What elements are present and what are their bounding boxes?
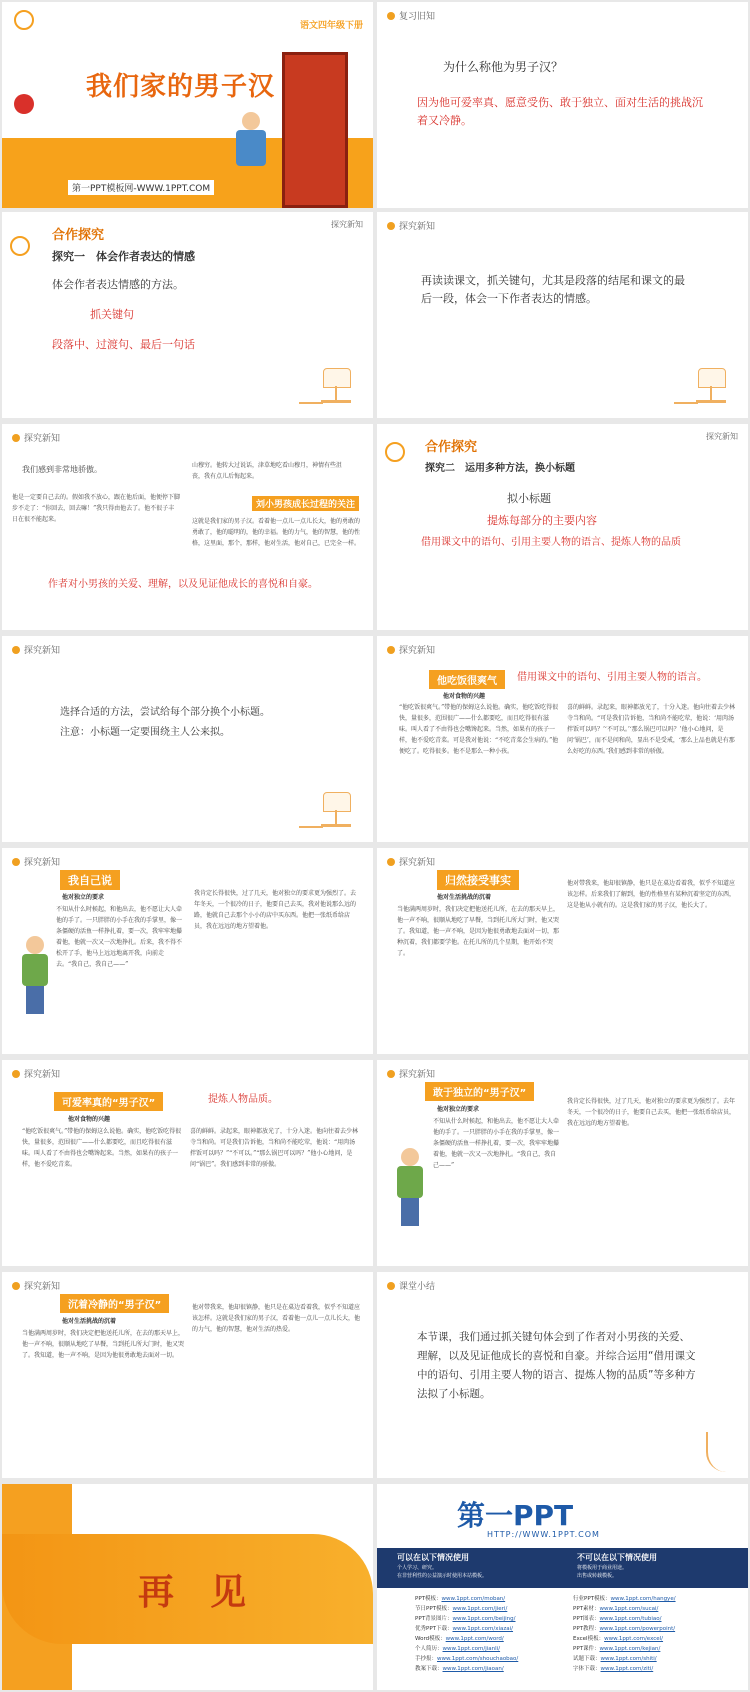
bulb-icon	[12, 1070, 20, 1078]
link-url[interactable]: www.1ppt.com/hangye/	[610, 1596, 676, 1602]
bulb-icon	[387, 858, 395, 866]
slide-summary	[377, 1272, 748, 1478]
link-url[interactable]: www.1ppt.com/shiti/	[600, 1656, 657, 1662]
slide-review	[377, 2, 748, 208]
header-label: 探究新知	[399, 858, 436, 868]
excerpt-p4: 这就是我们家的男子汉。看着他一点儿一点儿长大，他的勇敢的勇敢了，他的聪明的，他的幸福。他的力气，他的智慧，他的性格，这里面，那个，那样，他对生活，他对自己，已完全一样。	[192, 518, 360, 547]
excerpt-p2: 他是一定要自己去的。假如我不放心，跟在他后面，他便停下脚步不走了：“你回去，回去嘛！”我只得由他去了。他不很子丰日在很不能起来。	[12, 494, 181, 523]
sub-heading: 他对独立的要求	[62, 894, 105, 901]
cannot-use-1: 将模板用于商业用途。	[577, 1565, 628, 1571]
header-label: 探究新知	[399, 646, 436, 656]
bulb-icon	[387, 1282, 395, 1290]
logo-swirl-icon	[14, 10, 34, 30]
slide-myself	[2, 848, 373, 1054]
link-url[interactable]: www.1ppt.com/jieri/	[452, 1606, 508, 1612]
slide-eating	[377, 636, 748, 842]
method-two: 借用课文中的语句、引用主要人物的语言、提炼人物的品质	[421, 537, 681, 548]
header-label: 探究新知	[399, 1070, 436, 1080]
excerpt-left: “他吃饭很爽气。”带他的保姆这么说他。确实，他吃饭吃得很快，量很多，范围很广——什么都要吃，而且吃得很有滋味。叫人看了不由得也会嘴馋起来。当然，如果有的孩子一样，他不爱吃青菜。可是我对他说：“不吃青菜会生病的。”他便吃了。吃得很多。他不是那么一种小孩。	[399, 704, 559, 755]
section-title: 合作探究	[425, 440, 478, 455]
slide-title	[2, 2, 373, 208]
link-label: 节日PPT模板：	[415, 1606, 453, 1612]
link-row	[573, 1634, 743, 1644]
sub-heading: 他对食物的兴趣	[443, 693, 486, 700]
slide-header	[12, 855, 60, 868]
link-url[interactable]: www.1ppt.com/excel/	[604, 1636, 664, 1642]
method-one: 提炼每部分的主要内容	[487, 514, 597, 527]
grade-label: 语文四年级下册	[299, 21, 363, 31]
slide-header	[331, 219, 363, 230]
heading-badge: 他吃饭很爽气	[429, 670, 505, 689]
excerpt-left: 当他满两周岁时，我们决定把他送托儿所，在去的那天早上，他一声不响，很顺从地吃了早餐，当到托儿所大门时，他又哭了。我知道，他一声不响，是因为他很勇敢地去面对一切。	[22, 1330, 184, 1359]
brand-logo: 第一PPT	[457, 1499, 574, 1532]
excerpt-left: 当他满两周岁时，我们决定把他送托儿所，在去的那天早上，他一声不响，很顺从地吃了早餐，当到托儿所大门时，他又哭了。我知道，他一声不响，是因为他很勇敢地去面对一切，那种沉着，我们都要学他。在托儿所的几个星期，他开始不哭了。	[397, 906, 559, 957]
header-label: 探究新知	[399, 222, 436, 232]
children-illustration	[232, 112, 282, 192]
books-icon	[674, 394, 698, 404]
link-url[interactable]: www.1ppt.com/sucai/	[599, 1606, 659, 1612]
excerpt-p3: 山穆穷。他转大过说话，津草地吃看山穆月，神情有些沮丧，我有点儿后悔起来。	[192, 462, 343, 480]
excerpt-left: “他吃饭很爽气。”带他的保姆这么说他。确实，他吃饭吃得很快，量很多，范围很广——什么都要吃，而且吃得很有滋味。叫人看了不由得也会嘴馋起来。当然，如果有的孩子一样，他不爱吃青菜。	[22, 1128, 182, 1168]
can-use-2: 在非营利性的公益演示时使用本站模板。	[397, 1573, 488, 1579]
link-row	[415, 1624, 575, 1634]
link-label: 行业PPT模板：	[573, 1596, 611, 1602]
line-positions: 段落中、过渡句、最后一句话	[52, 338, 195, 351]
conclusion-text: 作者对小男孩的关爱、理解，以及见证他成长的喜悦和自豪。	[48, 579, 318, 590]
bulb-icon	[387, 646, 395, 654]
bulb-icon	[387, 1070, 395, 1078]
link-url[interactable]: www.1ppt.com/powerpoint/	[599, 1626, 676, 1632]
leaf-decoration-icon	[706, 1432, 738, 1472]
slide-calm	[2, 1272, 373, 1478]
bulb-icon	[12, 1282, 20, 1290]
link-label: PPT素材：	[573, 1606, 600, 1612]
callout-badge: 刘小男孩成长过程的关注	[252, 496, 359, 511]
link-row	[573, 1604, 743, 1614]
summary-text: 本节课，我们通过抓关键句体会到了作者对小男孩的关爱、理解，以及见证他成长的喜悦和自豪。并综合运用“借用课文中的语句、引用主要人物的语言、提炼人物的品质”等多种方法拟了小标题。	[417, 1331, 696, 1400]
slide-try-headings	[2, 636, 373, 842]
slide-header	[12, 1067, 60, 1080]
link-url[interactable]: www.1ppt.com/shouchaobao/	[437, 1656, 519, 1662]
bulb-icon	[387, 12, 395, 20]
bulb-icon	[387, 222, 395, 230]
boy-illustration	[18, 936, 52, 1016]
links-left-list	[415, 1594, 575, 1674]
link-row	[415, 1654, 575, 1664]
slide-lovely	[2, 1060, 373, 1266]
link-label: 字体下载：	[573, 1666, 601, 1672]
section-title: 合作探究	[52, 228, 105, 243]
link-row	[573, 1614, 743, 1624]
header-label: 探究新知	[24, 1070, 61, 1080]
link-url[interactable]: www.1ppt.com/kejian/	[599, 1646, 661, 1652]
topic-text: 探究一 体会作者表达的情感	[52, 250, 195, 263]
method-note: 提炼人物品质。	[208, 1094, 278, 1105]
slide-header	[387, 9, 435, 22]
door-illustration	[282, 52, 348, 208]
heading-badge: 可爱率真的“男子汉”	[54, 1092, 163, 1111]
link-url[interactable]: www.1ppt.com/xiazai/	[452, 1626, 514, 1632]
link-url[interactable]: www.1ppt.com/word/	[445, 1636, 504, 1642]
excerpt-right: 他对带我来，他却很镇静，他只是在桌边看着我，似乎不知道应该怎样。后来我们了解到，他的性格里有某种沉着坚定的东西，这是他从小就有的。这是我们家的男子汉，他长大了。	[567, 880, 735, 909]
slide-independent	[377, 1060, 748, 1266]
task-text: 选择合适的方法，尝试给每个部分换个小标题。	[60, 707, 270, 718]
slide-header	[12, 643, 60, 656]
sun-icon	[10, 236, 30, 256]
link-label: 教案下载：	[415, 1666, 443, 1672]
excerpt-right: 喜的鲜鲜。录起来，眼神都放光了，十分入迷。他向往着去少林寺当和尚。可是我们告诉他，当和尚不能吃荤，他说：“用肉汤拌饭可以吗？”“不可以。”“那么锅巴可以吗？”他小心地问，是问“锅巴”。我们感到非常的骄傲。	[190, 1128, 359, 1168]
link-row	[573, 1654, 743, 1664]
note-text: 注意：小标题一定要围绕主人公来拟。	[60, 727, 230, 738]
link-label: 手抄报：	[415, 1656, 438, 1662]
link-label: 优秀PPT下载：	[415, 1626, 453, 1632]
heading-badge: 敢于独立的“男子汉”	[425, 1082, 534, 1101]
books-icon	[299, 394, 323, 404]
answer-text: 因为他可爱率真、愿意受伤、敢于独立、面对生活的挑战沉着又冷静。	[417, 96, 703, 127]
sub-heading: 他对生活挑战的沉着	[437, 894, 492, 901]
bulb-icon	[12, 646, 20, 654]
page-title: 我们家的男子汉	[86, 72, 276, 102]
excerpt-left: 不知从什么时候起，和他出去，他不愿让大人牵他的手了。一只胖胖的小手在我的手掌里，像一条僵硬的活鱼一样挣扎着，要一次，我牢牢地攥着他，他就一次又一次地挣扎。后来，我不得不松开了手，他马上远远地离开我，向前走去。“我自己，我自己——”	[56, 906, 183, 968]
slide-copyright	[377, 1484, 748, 1690]
question-text: 为什么称他为男子汉？	[443, 60, 564, 74]
link-label: Word模板：	[415, 1636, 446, 1642]
link-url[interactable]: www.1ppt.com/moban/	[441, 1596, 506, 1602]
excerpt-left: 不知从什么时候起，和他出去，他不愿让大人牵他的手了。一只胖胖的小手在我的手掌里，像一条僵硬的活鱼一样挣扎着，要一次，我牢牢地攥着他，他就一次又一次地挣扎。“我自己，我自己——”	[433, 1118, 559, 1169]
slide-header	[387, 219, 435, 232]
heading-badge: 我自己说	[60, 870, 120, 890]
bulb-icon	[12, 434, 20, 442]
link-label: PPT背景图片：	[415, 1616, 453, 1622]
cannot-use-2: 出售或转载模板。	[577, 1573, 618, 1579]
line-method: 体会作者表达情感的方法。	[52, 278, 184, 291]
heading-badge: 归然接受事实	[437, 870, 519, 890]
link-row	[573, 1644, 743, 1654]
link-label: Excel模板：	[573, 1636, 605, 1642]
brand-url: HTTP://WWW.1PPT.COM	[487, 1530, 600, 1539]
method-note: 借用课文中的语句、引用主要人物的语言。	[517, 672, 707, 683]
links-right-list	[573, 1594, 743, 1674]
sun-icon	[385, 442, 405, 462]
link-row	[415, 1634, 575, 1644]
lantern-icon	[14, 94, 34, 114]
link-row	[415, 1664, 575, 1674]
slide-header	[387, 643, 435, 656]
header-label: 课堂小结	[399, 1282, 436, 1292]
slide-text-excerpt	[2, 424, 373, 630]
slide-explore-two	[377, 424, 748, 630]
slide-header	[12, 431, 60, 444]
sub-heading: 他对生活挑战的沉着	[62, 1318, 117, 1325]
link-row	[415, 1594, 575, 1604]
boy-illustration	[393, 1148, 427, 1228]
link-label: PPT图表：	[573, 1616, 600, 1622]
heading-badge: 沉着冷静的“男子汉”	[60, 1294, 169, 1313]
link-url[interactable]: www.1ppt.com/beijing/	[452, 1616, 516, 1622]
goodbye-text: 再 见	[138, 1571, 247, 1613]
slide-header	[387, 855, 435, 868]
link-label: PPT课件：	[573, 1646, 600, 1652]
link-row	[573, 1624, 743, 1634]
instruction-text: 再读读课文，抓关键句，尤其是段落的结尾和课文的最后一段，体会一下作者表达的情感。	[421, 274, 685, 305]
link-url[interactable]: www.1ppt.com/jianli/	[442, 1646, 501, 1652]
sub-heading: 他对食物的兴趣	[68, 1116, 111, 1123]
slide-header	[387, 1067, 435, 1080]
slide-accept-fact	[377, 848, 748, 1054]
can-use-title: 可以在以下情况使用	[397, 1553, 469, 1562]
slide-header	[706, 431, 738, 442]
excerpt-right: 他对带我来，他却很镇静，他只是在桌边看着我，似乎不知道应该怎样。这就是我们家的男子汉，看着他一点儿一点儿长大，他的力气，他的智慧，他对生活的热爱。	[192, 1304, 360, 1333]
bulb-icon	[12, 858, 20, 866]
link-label: PPT模板：	[415, 1596, 442, 1602]
line-key-sentence: 抓关键句	[90, 308, 134, 321]
header-label: 探究新知	[331, 220, 363, 229]
link-url[interactable]: www.1ppt.com/ziti/	[600, 1666, 654, 1672]
books-icon	[299, 818, 323, 828]
link-label: 个人简历：	[415, 1646, 443, 1652]
header-label: 复习旧知	[399, 12, 436, 22]
link-row	[573, 1594, 743, 1604]
link-label: PPT教程：	[573, 1626, 600, 1632]
excerpt-right: 我肯定长得很快，过了几天，他对独立的要求更为强烈了。去年冬天，一个很冷的日子，他要自己去买，他把一张纸币给店员，我在远远的地方望着他。	[567, 1098, 735, 1127]
slide-explore-one	[2, 212, 373, 418]
topic-text: 探究二 运用多种方法，换小标题	[425, 463, 575, 474]
header-label: 探究新知	[24, 858, 61, 868]
link-url[interactable]: www.1ppt.com/jiaoan/	[442, 1666, 504, 1672]
excerpt-right: 我肯定长得很快，过了几天，他对独立的要求更为强烈了。去年冬天，一个很冷的日子，他要自己去买，我对他说那么远的路，他就自己去那个小小的店中买东西。他把一张纸币给店员，我在远远的地方望着他。	[194, 890, 357, 930]
footer-site-label: 第一PPT模板网-WWW.1PPT.COM	[68, 180, 214, 195]
link-url[interactable]: www.1ppt.com/tubiao/	[599, 1616, 662, 1622]
slide-reread	[377, 212, 748, 418]
header-label: 探究新知	[24, 434, 61, 444]
cannot-use-title: 不可以在以下情况使用	[577, 1553, 657, 1562]
excerpt-p1: 我们感到非常地骄傲。	[22, 465, 102, 474]
link-row	[573, 1664, 743, 1674]
slide-header	[387, 1279, 435, 1292]
slide-header	[12, 1279, 60, 1292]
header-label: 探究新知	[706, 432, 738, 441]
header-label: 探究新知	[24, 646, 61, 656]
link-label: 试题下载：	[573, 1656, 601, 1662]
link-row	[415, 1614, 575, 1624]
can-use-1: 个人学习、研究。	[397, 1565, 438, 1571]
link-row	[415, 1604, 575, 1614]
excerpt-right: 喜的鲜鲜。录起来，眼神都放光了，十分入迷。他向往着去少林寺当和尚。“可是我们告诉他，当和尚不能吃荤，他说：‘用肉汤拌饭可以吗？’‘不可以。’‘那么锅巴可以吗？’他小心地问，是问‘锅巴’，而不是问和尚，显出不是受戒，‘那么上品也就是有那么好吃的东西。’我们感到非常的骄傲。	[567, 704, 735, 755]
method-title: 拟小标题	[507, 492, 551, 505]
slide-goodbye	[2, 1484, 373, 1690]
header-label: 探究新知	[24, 1282, 61, 1292]
sub-heading: 他对独立的要求	[437, 1106, 480, 1113]
link-row	[415, 1644, 575, 1654]
